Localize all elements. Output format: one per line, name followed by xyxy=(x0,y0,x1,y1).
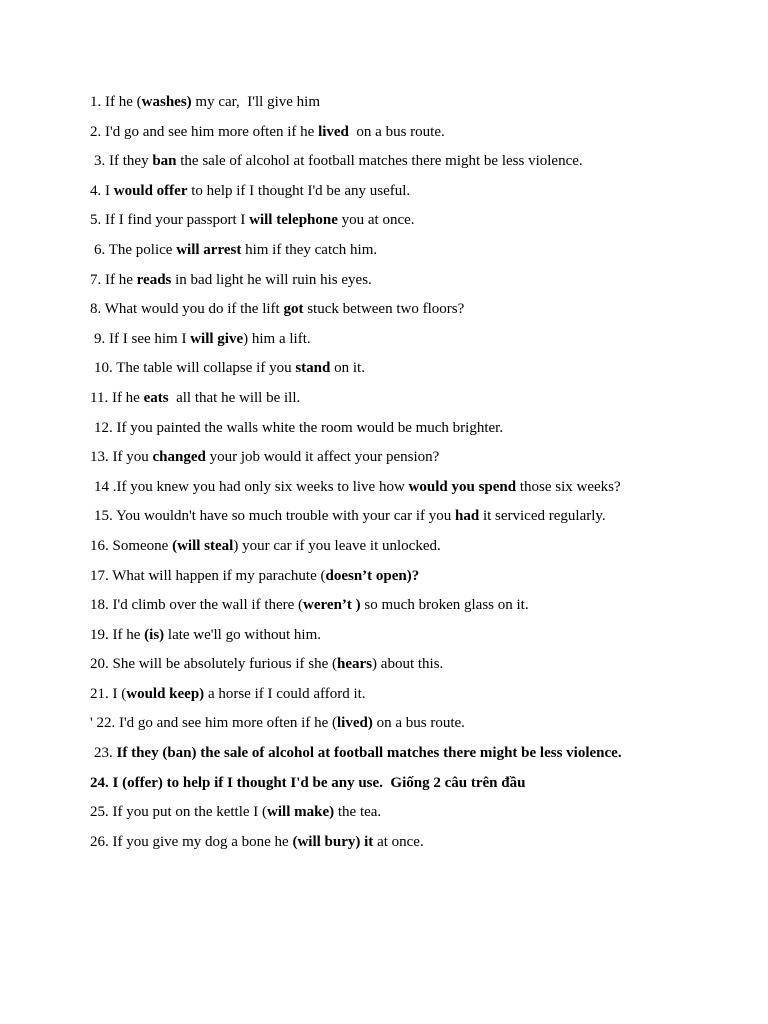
answer-text: will telephone xyxy=(249,212,338,229)
answer-text: changed xyxy=(152,449,206,466)
sentence-text: ) about this. xyxy=(372,656,444,673)
sentence-text: 26. If you give my dog a bone he xyxy=(90,833,293,850)
exercise-line-24 xyxy=(90,773,740,803)
answer-text: would you spend xyxy=(408,478,517,495)
sentence-text: on a bus route. xyxy=(348,123,445,140)
answer-text: will make) xyxy=(267,804,335,821)
sentence-text: the tea. xyxy=(334,804,382,821)
sentence-text: those six weeks? xyxy=(516,478,621,495)
exercise-line-21 xyxy=(90,684,740,714)
sentence-text: 5. If I find your passport I xyxy=(90,212,250,229)
exercise-line-15 xyxy=(90,506,740,536)
sentence-text: it serviced regularly. xyxy=(479,508,606,525)
sentence-text: 2. I'd go and see him more often if he xyxy=(90,123,319,140)
sentence-text: a horse if I could afford it. xyxy=(204,685,366,702)
sentence-text: ' 22. I'd go and see him more often if he ( xyxy=(90,715,338,732)
sentence-text: at once. xyxy=(373,833,424,850)
sentence-text: 16. Someone xyxy=(90,537,173,554)
answer-text: ban xyxy=(152,153,177,170)
sentence-text: 25. If you put on the kettle I ( xyxy=(90,804,268,821)
exercise-line-16 xyxy=(90,536,740,566)
exercise-line-18 xyxy=(90,595,740,625)
answer-text: 24. I (offer) to help if I thought I'd be any use. Giống 2 câu trên đầu xyxy=(90,774,526,791)
answer-text: stand xyxy=(295,360,331,377)
sentence-text: 6. The police xyxy=(94,241,177,258)
sentence-text: ) him a lift. xyxy=(243,330,311,347)
sentence-text: 7. If he xyxy=(90,271,137,288)
exercise-line-11 xyxy=(90,388,740,418)
exercise-line-22 xyxy=(90,713,740,743)
sentence-text: in bad light he will ruin his eyes. xyxy=(171,271,372,288)
sentence-text: late we'll go without him. xyxy=(164,626,322,643)
sentence-text: the sale of alcohol at football matches there might be less violence. xyxy=(176,153,583,170)
answer-text: doesn’t open)? xyxy=(325,567,420,584)
sentence-text: 17. What will happen if my parachute ( xyxy=(90,567,326,584)
exercise-line-14 xyxy=(90,477,740,507)
exercise-list xyxy=(90,92,740,861)
exercise-line-7 xyxy=(90,270,740,300)
sentence-text: on a bus route. xyxy=(372,715,465,732)
exercise-line-8 xyxy=(90,299,740,329)
sentence-text: to help if I thought I'd be any useful. xyxy=(187,182,411,199)
exercise-line-9 xyxy=(90,329,740,359)
sentence-text: my car, I'll give him xyxy=(191,94,320,110)
sentence-text: on it. xyxy=(330,360,365,377)
sentence-text: 11. If he xyxy=(90,389,144,406)
sentence-text: 12. If you painted the walls white the room would be much brighter. xyxy=(94,419,504,436)
sentence-text: 23. xyxy=(94,745,117,762)
sentence-text: you at once. xyxy=(337,212,415,229)
answer-text: got xyxy=(283,301,304,318)
answer-text: weren’t ) xyxy=(303,597,361,614)
exercise-line-13 xyxy=(90,447,740,477)
sentence-text: 3. If they xyxy=(94,153,153,170)
exercise-line-25 xyxy=(90,802,740,832)
sentence-text: 8. What would you do if the lift xyxy=(90,301,284,318)
exercise-line-1 xyxy=(90,92,740,122)
sentence-text: stuck between two floors? xyxy=(303,301,465,318)
exercise-line-6 xyxy=(90,240,740,270)
answer-text: lived xyxy=(318,123,349,140)
answer-text: would offer xyxy=(113,182,188,199)
answer-text: had xyxy=(455,508,480,525)
answer-text: will arrest xyxy=(176,241,242,258)
answer-text: (is) xyxy=(144,626,165,643)
sentence-text: all that he will be ill. xyxy=(168,389,301,406)
answer-text: eats xyxy=(143,389,169,406)
answer-text: would keep) xyxy=(126,685,205,702)
exercise-line-17 xyxy=(90,566,740,596)
answer-text: (will bury) it xyxy=(292,833,374,850)
sentence-text: 20. She will be absolutely furious if she ( xyxy=(90,656,338,673)
answer-text: reads xyxy=(136,271,172,288)
sentence-text: so much broken glass on it. xyxy=(360,597,529,614)
sentence-text: 9. If I see him I xyxy=(94,330,191,347)
sentence-text: 18. I'd climb over the wall if there ( xyxy=(90,597,304,614)
exercise-line-26 xyxy=(90,832,740,862)
answer-text: hears xyxy=(337,656,373,673)
exercise-line-4 xyxy=(90,181,740,211)
exercise-line-23 xyxy=(90,743,740,773)
sentence-text: 1. If he ( xyxy=(90,94,142,110)
answer-text: If they (ban) the sale of alcohol at football matches there might be less violence. xyxy=(116,745,622,762)
exercise-line-10 xyxy=(90,358,740,388)
exercise-line-3 xyxy=(90,151,740,181)
answer-text: (will steal xyxy=(172,537,234,554)
exercise-line-19 xyxy=(90,625,740,655)
answer-text: washes) xyxy=(141,94,192,110)
exercise-line-20 xyxy=(90,654,740,684)
sentence-text: 10. The table will collapse if you xyxy=(94,360,296,377)
exercise-line-12 xyxy=(90,418,740,448)
sentence-text: 4. I xyxy=(90,182,114,199)
answer-text: lived) xyxy=(337,715,373,732)
sentence-text: 21. I ( xyxy=(90,685,127,702)
sentence-text: ) your car if you leave it unlocked. xyxy=(233,537,441,554)
exercise-line-5 xyxy=(90,210,740,240)
exercise-line-2 xyxy=(90,122,740,152)
sentence-text: your job would it affect your pension? xyxy=(205,449,440,466)
sentence-text: 13. If you xyxy=(90,449,153,466)
sentence-text: 14 .If you knew you had only six weeks to live how xyxy=(94,478,409,495)
sentence-text: 19. If he xyxy=(90,626,145,643)
sentence-text: 15. You wouldn't have so much trouble with your car if you xyxy=(94,508,455,525)
answer-text: will give xyxy=(190,330,244,347)
sentence-text: him if they catch him. xyxy=(241,241,378,258)
